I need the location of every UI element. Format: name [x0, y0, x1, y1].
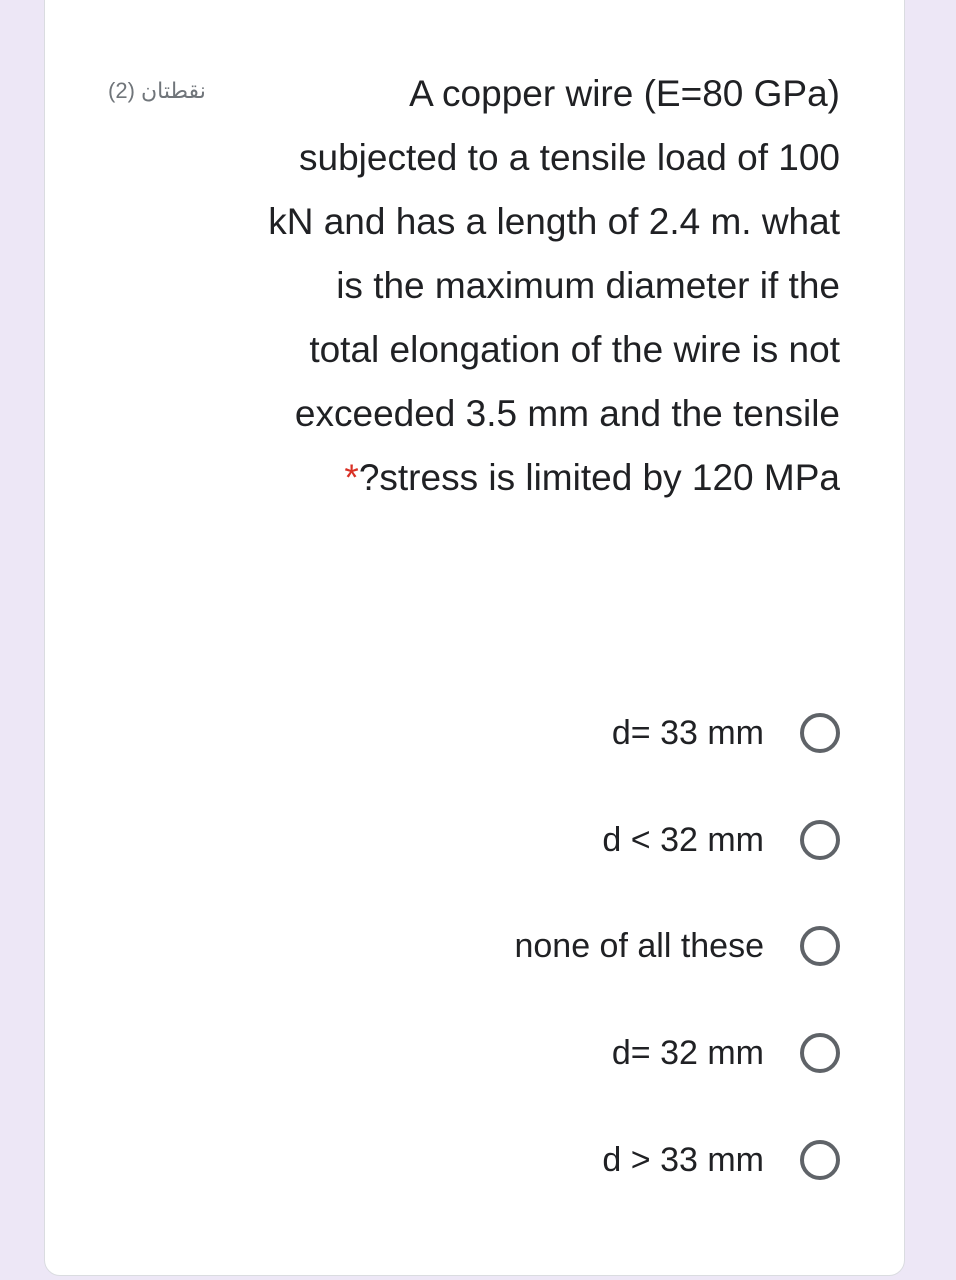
radio-button-icon[interactable]	[800, 820, 840, 860]
option-d-equals-32[interactable]	[612, 1025, 840, 1081]
radio-button-icon[interactable]	[800, 713, 840, 753]
question-title	[258, 62, 840, 510]
option-none-of-all[interactable]	[514, 918, 840, 974]
option-label: d > 33 mm	[602, 1140, 764, 1179]
option-d-less-32[interactable]	[602, 812, 840, 868]
option-d-greater-33[interactable]	[602, 1132, 840, 1188]
option-label: d= 33 mm	[611, 713, 764, 752]
option-label: none of all these	[514, 926, 764, 965]
option-label: d= 32 mm	[611, 1033, 764, 1072]
option-d-equals-33[interactable]	[612, 705, 840, 761]
radio-button-icon[interactable]	[800, 1140, 840, 1180]
required-asterisk: *	[344, 457, 359, 498]
points-label: نقطتان (2)	[108, 78, 206, 103]
radio-button-icon[interactable]	[800, 1033, 840, 1073]
question-text: A copper wire (E=80 GPa) subjected to a tensile load of 100 kN and has a length of 2.4 m. what is the maximum diameter if the total elongation of the wire is not exceeded 3.5 mm and the tensile stress is limited by 120 MPa?	[268, 73, 840, 498]
option-label: d < 32 mm	[602, 820, 764, 859]
radio-button-icon[interactable]	[800, 926, 840, 966]
